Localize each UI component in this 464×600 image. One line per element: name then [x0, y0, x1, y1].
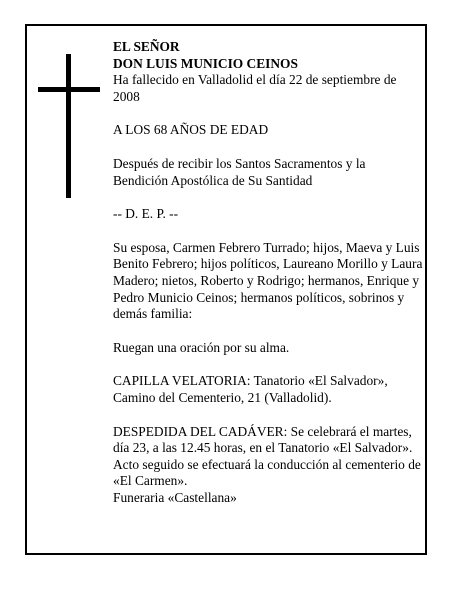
death-statement: Ha fallecido en Valladolid el día 22 de septiembre de 2008 [113, 72, 397, 104]
farewell-info: DESPEDIDA DEL CADÁVER: Se celebrará el martes, día 23, a las 12.45 horas, en el Tanatorio «El Salvador». Acto seguido se efectuará la conducción al cementerio de «El Carmen». [113, 423, 421, 489]
cross-horizontal-bar [38, 87, 100, 92]
cross-vertical-bar [66, 54, 71, 198]
latin-cross-icon [38, 54, 100, 198]
funeral-home: Funeraria «Castellana» [113, 489, 237, 505]
obituary-content [113, 39, 423, 506]
title-line-1: EL SEÑOR [113, 39, 180, 54]
prayer-request: Ruegan una oración por su alma. [113, 339, 290, 355]
sacraments-statement: Después de recibir los Santos Sacramentos y la Bendición Apostólica de Su Santidad [113, 155, 366, 188]
deceased-name: DON LUIS MUNICIO CEINOS [113, 55, 298, 71]
chapel-info: CAPILLA VELATORIA: Tanatorio «El Salvador», Camino del Cementerio, 21 (Valladolid). [113, 373, 388, 405]
family-paragraph: Su esposa, Carmen Febrero Turrado; hijos, Maeva y Luis Benito Febrero; hijos políticos, Laureano Morillo y Laura Madero; nietos, Roberto y Rodrigo; hermanos, Enrique y Pedro Municio Ceinos; hermanos políticos, sobrinos y demás familia: [113, 239, 423, 322]
rip-line: -- D. E. P. -- [113, 206, 179, 222]
age-statement: A LOS 68 AÑOS DE EDAD [113, 122, 269, 138]
